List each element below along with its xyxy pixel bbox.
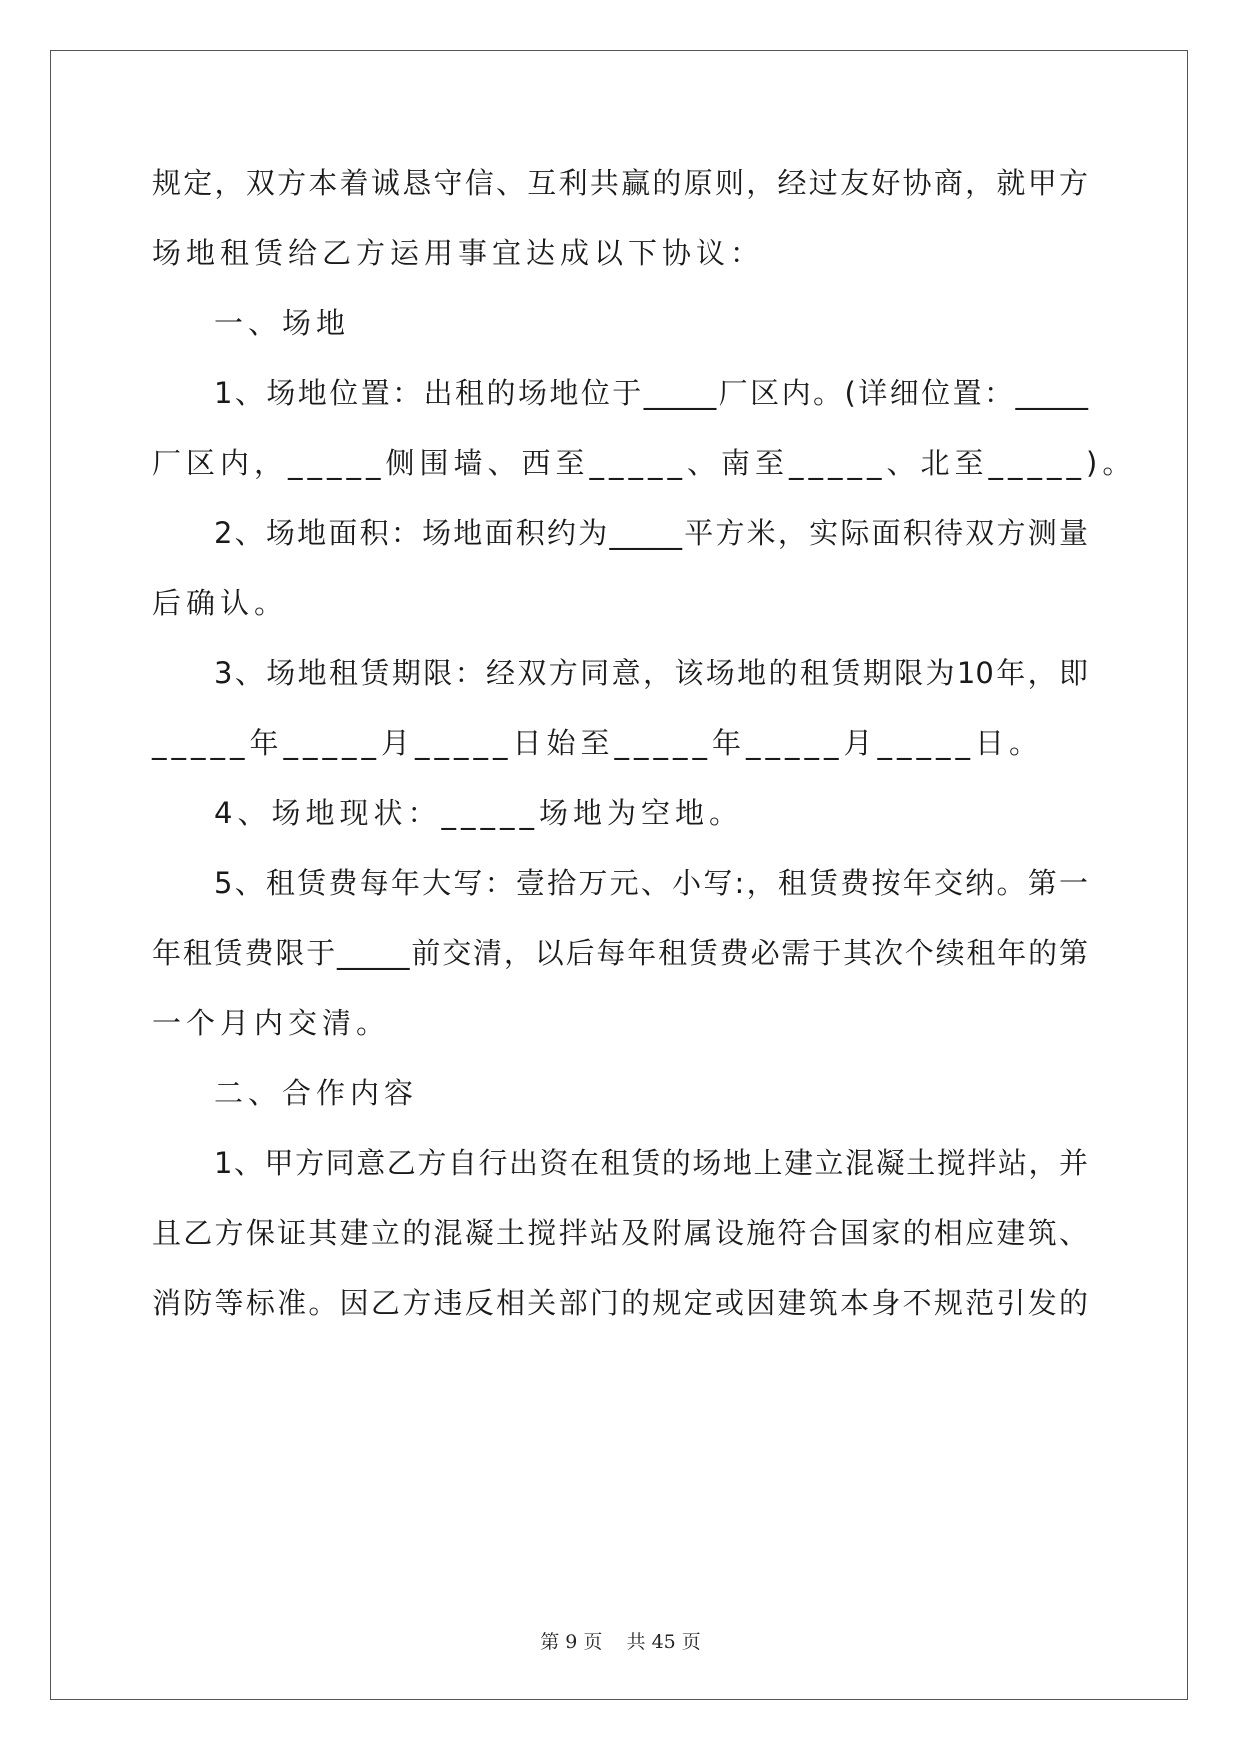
paragraph-line: 5、租赁费每年大写：壹拾万元、小写:，租赁费按年交纳。第一 xyxy=(214,866,1088,900)
paragraph-line: 4、场地现状：_____场地为空地。 xyxy=(214,796,743,830)
paragraph-line: 后确认。 xyxy=(152,586,289,620)
section-heading: 一、场地 xyxy=(214,306,351,340)
paragraph-line: 3、场地租赁期限：经双方同意，该场地的租赁期限为10年，即 xyxy=(214,656,1088,690)
section-heading: 二、合作内容 xyxy=(214,1076,419,1110)
paragraph-line: 1、场地位置：出租的场地位于_____厂区内。(详细位置：_____ xyxy=(214,376,1088,410)
paragraph-line: 消防等标准。因乙方违反相关部门的规定或因建筑本身不规范引发的 xyxy=(152,1286,1088,1320)
paragraph-line: 场地租赁给乙方运用事宜达成以下协议： xyxy=(152,236,765,270)
page-footer xyxy=(0,1630,1241,1654)
paragraph-line: 1、甲方同意乙方自行出资在租赁的场地上建立混凝土搅拌站，并 xyxy=(214,1146,1088,1180)
paragraph-line: 年租赁费限于_____前交清，以后每年租赁费必需于其次个续租年的第 xyxy=(152,936,1088,970)
paragraph-line: _____年_____月_____日始至_____年_____月_____日。 xyxy=(152,726,1044,760)
paragraph-line: 厂区内，_____侧围墙、西至_____、南至_____、北至_____)。 xyxy=(152,446,1137,480)
paragraph-line: 且乙方保证其建立的混凝土搅拌站及附属设施符合国家的相应建筑、 xyxy=(152,1216,1088,1250)
paragraph-line: 2、场地面积：场地面积约为_____平方米，实际面积待双方测量 xyxy=(214,516,1088,550)
paragraph-line: 一个月内交清。 xyxy=(152,1006,391,1040)
page-number-label: 第 9 页 共 45 页 xyxy=(540,1631,701,1653)
paragraph-line: 规定，双方本着诚恳守信、互利共赢的原则，经过友好协商，就甲方 xyxy=(152,166,1088,200)
